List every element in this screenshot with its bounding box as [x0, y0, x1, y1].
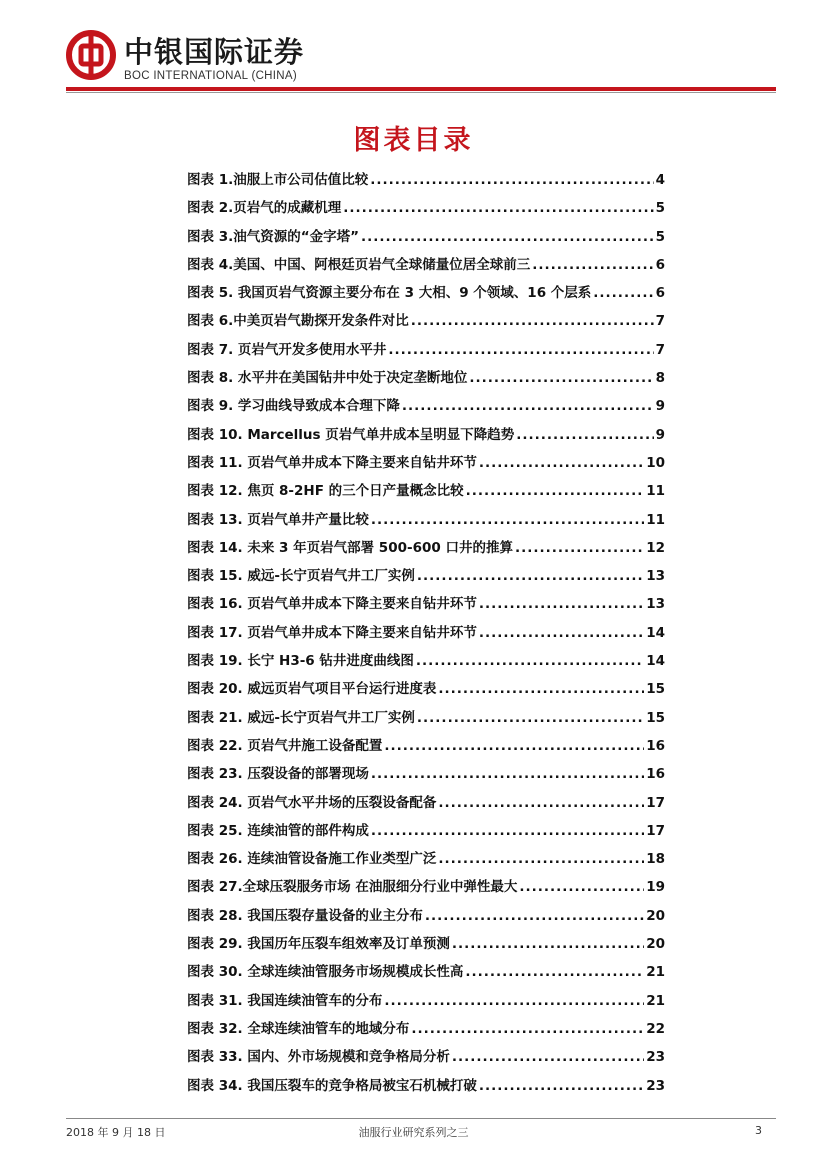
toc-entry-page: 15 [646, 709, 665, 726]
toc-entry-label: 图表 6.中美页岩气勘探开发条件对比 [187, 313, 409, 330]
toc-leader-dots [466, 477, 645, 505]
toc-leader-dots [438, 675, 644, 703]
toc-entry-page: 14 [646, 653, 665, 670]
toc-entry-label: 图表 5. 我国页岩气资源主要分布在 3 大相、9 个领域、16 个层系 [187, 285, 592, 302]
toc-entry-page: 23 [646, 1077, 665, 1094]
toc-entry[interactable] [187, 194, 665, 222]
footer-date: 2018 年 9 月 18 日 [66, 1126, 166, 1139]
toc-leader-dots [343, 194, 653, 222]
toc-leader-dots [516, 421, 653, 449]
toc-entry-label: 图表 29. 我国历年压裂车组效率及订单预测 [187, 936, 450, 953]
toc-entry-page: 14 [646, 624, 665, 641]
toc-entry-label: 图表 20. 威远页岩气项目平台运行进度表 [187, 681, 437, 698]
toc-entry-page: 16 [646, 766, 665, 783]
toc-entry-page: 7 [655, 341, 665, 358]
toc-entry-label: 图表 15. 威远-长宁页岩气井工厂实例 [187, 568, 415, 585]
toc-entry-page: 10 [646, 454, 665, 471]
toc-entry[interactable] [187, 364, 665, 392]
toc-entry[interactable] [187, 392, 665, 420]
toc-entry[interactable] [187, 675, 665, 703]
boc-logo-icon [66, 30, 116, 80]
toc-leader-dots [515, 534, 644, 562]
toc-entry-page: 5 [655, 200, 665, 217]
toc-leader-dots [411, 1015, 644, 1043]
toc-entry[interactable] [187, 251, 665, 279]
toc-leader-dots [452, 930, 644, 958]
toc-leader-dots [469, 364, 653, 392]
toc-leader-dots [479, 449, 644, 477]
toc-entry[interactable] [187, 562, 665, 590]
toc-entry-label: 图表 4.美国、中国、阿根廷页岩气全球储量位居全球前三 [187, 256, 531, 273]
toc-entry-page: 9 [655, 426, 665, 443]
toc-leader-dots [438, 845, 644, 873]
toc-entry-label: 图表 17. 页岩气单井成本下降主要来自钻井环节 [187, 624, 477, 641]
toc-entry-page: 16 [646, 737, 665, 754]
toc-entry-label: 图表 22. 页岩气井施工设备配置 [187, 737, 383, 754]
toc-entry-page: 17 [646, 822, 665, 839]
toc-leader-dots [384, 732, 644, 760]
toc-entry-label: 图表 30. 全球连续油管服务市场规模成长性高 [187, 964, 464, 981]
toc-leader-dots [479, 619, 644, 647]
toc-leader-dots [438, 789, 644, 817]
toc-leader-dots [465, 958, 644, 986]
toc-entry-label: 图表 28. 我国压裂存量设备的业主分布 [187, 907, 423, 924]
toc-leader-dots [452, 1043, 644, 1071]
toc-leader-dots [411, 307, 654, 335]
toc-entry[interactable] [187, 902, 665, 930]
toc-entry[interactable] [187, 1072, 665, 1100]
toc-entry-page: 11 [646, 511, 665, 528]
page-header [66, 24, 776, 96]
toc-entry-label: 图表 27.全球压裂服务市场 在油服细分行业中弹性最大 [187, 879, 518, 896]
toc-entry-label: 图表 25. 连续油管的部件构成 [187, 822, 369, 839]
toc-entry-label: 图表 24. 页岩气水平井场的压裂设备配备 [187, 794, 437, 811]
toc-entry-label: 图表 13. 页岩气单井产量比较 [187, 511, 369, 528]
toc-entry-page: 20 [646, 907, 665, 924]
toc-entry-label: 图表 14. 未来 3 年页岩气部署 500-600 口井的推算 [187, 539, 513, 556]
toc-entry[interactable] [187, 845, 665, 873]
toc-entry-page: 15 [646, 681, 665, 698]
toc-entry-label: 图表 2.页岩气的成藏机理 [187, 200, 342, 217]
toc-entry[interactable] [187, 647, 665, 675]
toc-entry[interactable] [187, 873, 665, 901]
toc-leader-dots [519, 873, 644, 901]
toc-entry-page: 19 [646, 879, 665, 896]
toc-entry-label: 图表 19. 长宁 H3-6 钻井进度曲线图 [187, 653, 414, 670]
toc-entry-page: 18 [646, 851, 665, 868]
toc-entry-page: 17 [646, 794, 665, 811]
toc-entry-label: 图表 10. Marcellus 页岩气单井成本呈明显下降趋势 [187, 426, 515, 443]
toc-entry[interactable] [187, 477, 665, 505]
toc-entry[interactable] [187, 336, 665, 364]
toc-entry-page: 13 [646, 568, 665, 585]
toc-entry-page: 21 [646, 992, 665, 1009]
toc-entry-label: 图表 16. 页岩气单井成本下降主要来自钻井环节 [187, 596, 477, 613]
toc-entry-label: 图表 26. 连续油管设备施工作业类型广泛 [187, 851, 437, 868]
toc-leader-dots [593, 279, 653, 307]
toc-leader-dots [384, 987, 644, 1015]
toc-entry-label: 图表 7. 页岩气开发多使用水平井 [187, 341, 387, 358]
toc-entry[interactable] [187, 534, 665, 562]
toc-entry[interactable] [187, 704, 665, 732]
page-title: 图表目录 [353, 125, 474, 156]
toc-leader-dots [417, 562, 644, 590]
toc-entry-label: 图表 31. 我国连续油管车的分布 [187, 992, 383, 1009]
brand-name-chinese: 中银国际证券 [124, 35, 305, 69]
toc-entry[interactable] [187, 421, 665, 449]
toc-entry-page: 21 [646, 964, 665, 981]
toc-entry-label: 图表 8. 水平井在美国钻井中处于决定垄断地位 [187, 370, 468, 387]
toc-entry-page: 6 [655, 256, 665, 273]
toc-entry-label: 图表 12. 焦页 8-2HF 的三个日产量概念比较 [187, 483, 464, 500]
toc-entry-page: 9 [655, 398, 665, 415]
toc-entry-label: 图表 21. 威远-长宁页岩气井工厂实例 [187, 709, 415, 726]
toc-leader-dots [388, 336, 653, 364]
toc-entry-page: 13 [646, 596, 665, 613]
toc-entry-page: 22 [646, 1020, 665, 1037]
toc-entry-label: 图表 11. 页岩气单井成本下降主要来自钻井环节 [187, 454, 477, 471]
toc-entry[interactable] [187, 619, 665, 647]
toc-entry-label: 图表 23. 压裂设备的部署现场 [187, 766, 369, 783]
toc-entry[interactable] [187, 958, 665, 986]
toc-leader-dots [371, 760, 644, 788]
toc-entry-page: 23 [646, 1049, 665, 1066]
toc-entry[interactable] [187, 590, 665, 618]
toc-entry-page: 6 [655, 285, 665, 302]
toc-entry-page: 4 [655, 172, 665, 188]
toc-entry[interactable] [187, 1015, 665, 1043]
toc-entry[interactable] [187, 732, 665, 760]
header-red-rule [66, 87, 776, 91]
toc-entry-page: 5 [655, 228, 665, 245]
toc-entry[interactable] [187, 987, 665, 1015]
brand-name-english: BOC INTERNATIONAL (CHINA) [124, 70, 297, 82]
footer-series-title: 油服行业研究系列之三 [358, 1126, 469, 1139]
footer-rule [66, 1118, 776, 1119]
footer-page-number: 3 [755, 1124, 762, 1137]
table-of-figures [187, 166, 665, 1100]
toc-entry-label: 图表 9. 学习曲线导致成本合理下降 [187, 398, 400, 415]
toc-leader-dots [417, 704, 644, 732]
toc-leader-dots [479, 590, 644, 618]
toc-entry-page: 7 [655, 313, 665, 330]
toc-entry-label: 图表 34. 我国压裂车的竞争格局被宝石机械打破 [187, 1077, 477, 1094]
toc-entry[interactable] [187, 930, 665, 958]
toc-leader-dots [370, 166, 653, 194]
toc-leader-dots [416, 647, 644, 675]
toc-entry-page: 11 [646, 483, 665, 500]
toc-leader-dots [402, 392, 654, 420]
header-gray-rule [66, 92, 776, 93]
toc-entry-page: 12 [646, 539, 665, 556]
toc-entry-page: 20 [646, 936, 665, 953]
toc-leader-dots [532, 251, 653, 279]
toc-leader-dots [479, 1072, 644, 1100]
toc-entry[interactable] [187, 1043, 665, 1071]
toc-entry[interactable] [187, 817, 665, 845]
toc-entry-label: 图表 32. 全球连续油管车的地域分布 [187, 1020, 410, 1037]
toc-entry[interactable] [187, 307, 665, 335]
toc-entry[interactable] [187, 279, 665, 307]
toc-entry[interactable] [187, 223, 665, 251]
toc-leader-dots [361, 223, 654, 251]
toc-entry-page: 8 [655, 370, 665, 387]
toc-entry-label: 图表 3.油气资源的“金字塔” [187, 228, 359, 245]
toc-leader-dots [425, 902, 644, 930]
toc-entry[interactable] [187, 506, 665, 534]
toc-leader-dots [371, 817, 644, 845]
toc-entry-label: 图表 1.油服上市公司估值比较 [187, 172, 369, 188]
toc-entry[interactable] [187, 789, 665, 817]
toc-entry[interactable] [187, 166, 665, 194]
toc-entry[interactable] [187, 760, 665, 788]
toc-entry-label: 图表 33. 国内、外市场规模和竞争格局分析 [187, 1049, 450, 1066]
toc-entry[interactable] [187, 449, 665, 477]
toc-leader-dots [371, 506, 644, 534]
